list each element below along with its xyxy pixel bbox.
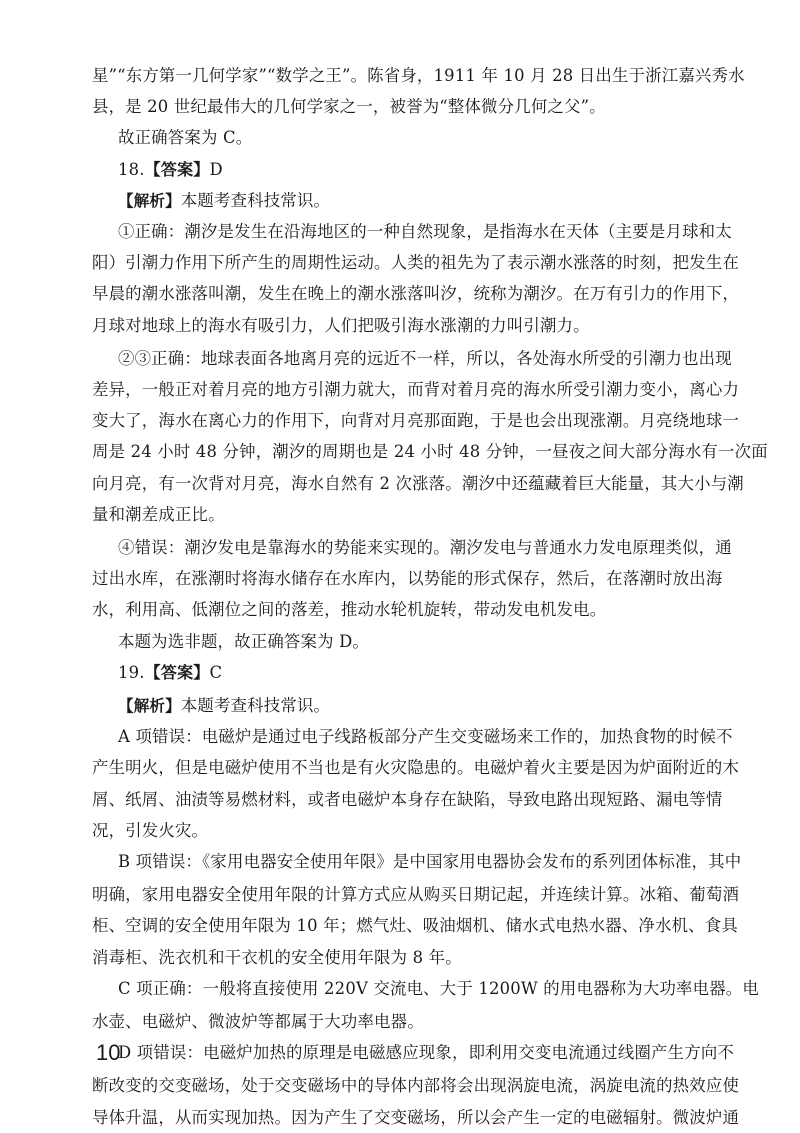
text-line: 早晨的潮水涨落叫潮，发生在晚上的潮水涨落叫汐，统称为潮汐。在万有引力的作用下， [92,284,740,303]
question-19-analysis-line [118,690,716,722]
question-18-analysis-line [118,185,716,217]
text-line: 县，是 20 世纪最伟大的几何学家之一，被誉为“整体微分几何之父”。 [92,97,606,116]
text-line: 断改变的交变磁场，处于交变磁场中的导体内部将会出现涡旋电流，涡旋电流的热效应使 [92,1076,740,1095]
text-line: ①正确：潮汐是发生在沿海地区的一种自然现象，是指海水在天体（主要是月球和太 [118,222,732,241]
analysis-text: 本题考查科技常识。 [180,696,331,715]
text-line: 变大了，海水在离心力的作用下，向背对月亮那面跑，于是也会出现涨潮。月亮绕地球一 [92,411,740,430]
question-19-answer-line [118,657,716,688]
text-line: 屑、纸屑、油渍等易燃材料，或者电磁炉本身存在缺陷，导致电路出现短路、漏电等情 [92,790,723,809]
text-line: ④错误：潮汐发电是靠海水的势能来实现的。潮汐发电与普通水力发电原理类似，通 [118,538,732,557]
text-line: 本题为选非题，故正确答案为 D。 [118,632,370,651]
question-number: 18. [118,160,145,179]
text-line: 向月亮，有一次背对月亮，海水自然有 2 次涨落。潮汐中还蕴藏着巨大能量，其大小与潮 [92,474,744,493]
text-line: A 项错误：电磁炉是通过电子线路板部分产生交变磁场来工作的，加热食物的时候不 [118,727,733,746]
analysis-text: 本题考查科技常识。 [180,191,331,210]
text-line: B 项错误：《家用电器安全使用年限》是中国家用电器协会发布的系列团体标准，其中 [118,852,742,871]
text-line: 柜、空调的安全使用年限为 10 年；燃气灶、吸油烟机、储水式电热水器、净水机、食具 [92,916,738,935]
page-number: 10 [96,1040,121,1065]
text-line: 周是 24 小时 48 分钟，潮汐的周期也是 24 小时 48 分钟，一昼夜之间大部分海水有一次面 [92,442,768,461]
text-line: 消毒柜、洗衣机和干衣机的安全使用年限为 8 年。 [92,948,462,967]
text-line: 水壶、电磁炉、微波炉等都属于大功率电器。 [92,1012,424,1031]
text-line: 差异，一般正对着月亮的地方引潮力就大，而背对着月亮的海水所受引潮力变小，离心力 [92,380,740,399]
text-line: 明确，家用电器安全使用年限的计算方式应从购买日期记起，并连续计算。冰箱、葡萄酒 [92,885,740,904]
answer-value: D [209,160,223,179]
text-line: 况，引发火灾。 [92,821,209,840]
answer-label: 【答案】 [144,160,210,179]
analysis-label: 【解析】 [118,192,181,210]
answer-label: 【答案】 [144,663,210,682]
text-line: 过出水库，在涨潮时将海水储存在水库内，以势能的形式保存，然后，在落潮时放出海 [92,569,723,588]
text-line: 故正确答案为 C。 [118,128,253,147]
question-18-answer-line [118,154,716,185]
text-line: 导体升温，从而实现加热。因为产生了交变磁场，所以会产生一定的电磁辐射。微波炉通 [92,1108,740,1127]
analysis-label: 【解析】 [118,697,181,715]
text-line: C 项正确：一般将直接使用 220V 交流电、大于 1200W 的用电器称为大功率电器。电 [118,979,759,998]
text-line: 阳）引潮力作用下所产生的周期性运动。人类的祖先为了表示潮水涨落的时刻，把发生在 [92,253,740,272]
text-line: D 项错误：电磁炉加热的原理是电磁感应现象，即利用交变电流通过线圈产生方向不 [118,1043,735,1062]
text-line: 产生明火，但是电磁炉使用不当也是有火灾隐患的。电磁炉着火主要是因为炉面附近的木 [92,758,740,777]
text-line: 月球对地球上的海水有吸引力，人们把吸引海水涨潮的力叫引潮力。 [92,316,590,335]
text-line: 星”“东方第一几何学家”“数学之王”。陈省身，1911 年 10 月 28 日出生于浙江嘉兴秀水 [92,66,745,85]
text-line: 水，利用高、低潮位之间的落差，推动水轮机旋转，带动发电机发电。 [92,600,607,619]
text-line: ②③正确：地球表面各地离月亮的远近不一样，所以，各处海水所受的引潮力也出现 [118,349,732,368]
question-number: 19. [118,663,145,682]
text-line: 量和潮差成正比。 [92,505,225,524]
answer-value: C [209,663,223,682]
